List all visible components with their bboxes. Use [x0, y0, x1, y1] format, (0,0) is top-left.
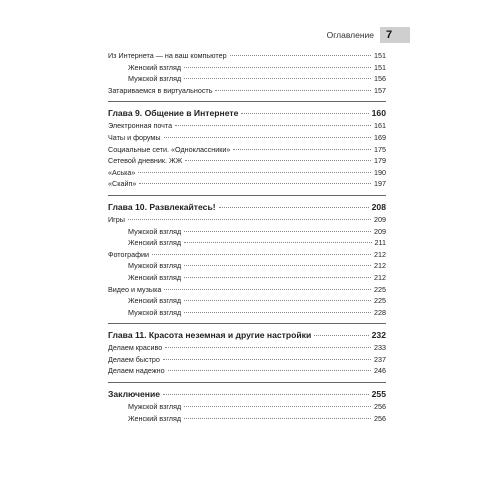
- leader-dots: [215, 90, 371, 91]
- toc-entry-page: 212: [374, 249, 386, 259]
- toc-entry-label: «Скайп»: [108, 179, 137, 189]
- chapter-heading[interactable]: [108, 200, 386, 214]
- chapter-divider: [108, 101, 386, 102]
- toc-entry-label: Женский взгляд: [128, 272, 182, 282]
- toc-entry[interactable]: [108, 249, 386, 261]
- toc-entry[interactable]: [108, 272, 386, 284]
- running-title: Оглавление: [326, 30, 374, 40]
- leader-dots: [230, 55, 371, 56]
- toc-entry-page: 225: [374, 296, 386, 306]
- leader-dots: [152, 254, 371, 255]
- toc-entry-label: Делаем красиво: [108, 343, 163, 353]
- toc-entry-page: 151: [374, 62, 386, 72]
- chapter-title: Заключение: [108, 389, 161, 400]
- toc-entry-page: 175: [374, 144, 386, 154]
- toc-entry-label: Мужской взгляд: [128, 307, 182, 317]
- toc-entry-label: Чаты и форумы: [108, 132, 161, 142]
- leader-dots: [164, 137, 371, 138]
- toc-entry-page: 156: [374, 74, 386, 84]
- page-number: 7: [380, 27, 410, 43]
- leader-dots: [241, 113, 368, 114]
- chapter-divider: [108, 382, 386, 383]
- leader-dots: [184, 242, 371, 243]
- chapter-title: Глава 9. Общение в Интернете: [108, 108, 239, 119]
- chapter-page: 208: [371, 201, 386, 212]
- toc-entry-page: 225: [374, 284, 386, 294]
- toc-entry-label: Мужской взгляд: [128, 74, 182, 84]
- toc-entry[interactable]: [108, 413, 386, 425]
- leader-dots: [219, 207, 369, 208]
- leader-dots: [139, 183, 371, 184]
- leader-dots: [184, 67, 371, 68]
- toc-entry[interactable]: [108, 284, 386, 296]
- toc-entry-page: 157: [374, 85, 386, 95]
- toc-entry-page: 228: [374, 307, 386, 317]
- chapter-divider: [108, 195, 386, 196]
- toc-entry[interactable]: [108, 73, 386, 85]
- toc-entry-page: 179: [374, 156, 386, 166]
- toc-entry[interactable]: [108, 401, 386, 413]
- toc-entry[interactable]: [108, 85, 386, 97]
- toc-entry-label: Электронная почта: [108, 121, 173, 131]
- leader-dots: [184, 312, 371, 313]
- leader-dots: [168, 370, 371, 371]
- toc-entry[interactable]: [108, 307, 386, 319]
- toc-entry-label: Видео и музыка: [108, 284, 162, 294]
- toc-entry[interactable]: [108, 155, 386, 167]
- leader-dots: [184, 265, 371, 266]
- chapter-page: 255: [371, 389, 386, 400]
- toc-entry[interactable]: [108, 144, 386, 156]
- toc-entry-page: 209: [374, 214, 386, 224]
- chapter-divider: [108, 323, 386, 324]
- leader-dots: [163, 359, 371, 360]
- toc-entry[interactable]: [108, 62, 386, 74]
- toc-entry[interactable]: [108, 120, 386, 132]
- toc-entry-label: Затариваемся в виртуальность: [108, 85, 213, 95]
- leader-dots: [314, 335, 368, 336]
- leader-dots: [184, 406, 371, 407]
- toc-entry[interactable]: [108, 214, 386, 226]
- leader-dots: [233, 149, 371, 150]
- toc-entry[interactable]: [108, 178, 386, 190]
- chapter-heading[interactable]: [108, 328, 386, 342]
- leader-dots: [185, 160, 371, 161]
- toc-entry[interactable]: [108, 237, 386, 249]
- toc-entry-page: 256: [374, 413, 386, 423]
- toc-entry-page: 161: [374, 121, 386, 131]
- toc-entry-page: 151: [374, 51, 386, 60]
- chapter-title: Глава 10. Развлекайтесь!: [108, 201, 216, 212]
- toc-entry[interactable]: [108, 226, 386, 238]
- toc-entry-label: Игры: [108, 214, 125, 224]
- toc-entry-label: Сетевой дневник. ЖЖ: [108, 156, 183, 166]
- toc-entry-label: Социальные сети. «Одноклассники»: [108, 144, 231, 154]
- toc-entry-label: Женский взгляд: [128, 296, 182, 306]
- toc-entry[interactable]: [108, 167, 386, 179]
- toc-entry-page: 212: [374, 272, 386, 282]
- leader-dots: [184, 418, 371, 419]
- toc-entry[interactable]: [108, 50, 386, 62]
- toc-entry-label: Женский взгляд: [128, 62, 182, 72]
- toc-entry-label: Из Интернета — на ваш компьютер: [108, 51, 227, 60]
- toc-entry-page: 246: [374, 366, 386, 376]
- toc-entry[interactable]: [108, 132, 386, 144]
- leader-dots: [184, 300, 371, 301]
- toc-entry-page: 212: [374, 261, 386, 271]
- chapter-page: 232: [371, 330, 386, 341]
- toc-entry-page: 233: [374, 343, 386, 353]
- leader-dots: [138, 172, 371, 173]
- page-header: [327, 27, 410, 43]
- leader-dots: [184, 277, 371, 278]
- toc-entry-page: 190: [374, 167, 386, 177]
- toc-entry-label: Фотографии: [108, 249, 150, 259]
- toc-entry-page: 197: [374, 179, 386, 189]
- toc-entry[interactable]: [108, 342, 386, 354]
- toc-entry-label: Мужской взгляд: [128, 402, 182, 412]
- toc-entry-page: 256: [374, 402, 386, 412]
- toc-entry-page: 209: [374, 226, 386, 236]
- toc-entry[interactable]: [108, 295, 386, 307]
- table-of-contents: [108, 50, 386, 424]
- toc-entry-label: Мужской взгляд: [128, 226, 182, 236]
- toc-entry-label: Женский взгляд: [128, 238, 182, 248]
- leader-dots: [165, 347, 371, 348]
- toc-entry[interactable]: [108, 260, 386, 272]
- toc-entry-page: 211: [374, 238, 386, 248]
- toc-entry-label: Мужской взгляд: [128, 261, 182, 271]
- chapter-page: 160: [371, 108, 386, 119]
- toc-entry-label: «Аська»: [108, 167, 136, 177]
- toc-entry-page: 169: [374, 132, 386, 142]
- leader-dots: [128, 219, 371, 220]
- chapter-title: Глава 11. Красота неземная и другие настройки: [108, 330, 312, 341]
- toc-entry[interactable]: [108, 354, 386, 366]
- leader-dots: [163, 394, 369, 395]
- toc-entry-label: Женский взгляд: [128, 413, 182, 423]
- toc-entry-label: Делаем быстро: [108, 354, 160, 364]
- leader-dots: [184, 78, 371, 79]
- leader-dots: [175, 125, 371, 126]
- chapter-heading[interactable]: [108, 387, 386, 401]
- toc-entry-label: Делаем надежно: [108, 366, 165, 376]
- toc-entry-page: 237: [374, 354, 386, 364]
- leader-dots: [184, 231, 371, 232]
- leader-dots: [164, 289, 371, 290]
- toc-entry[interactable]: [108, 365, 386, 377]
- chapter-heading[interactable]: [108, 106, 386, 120]
